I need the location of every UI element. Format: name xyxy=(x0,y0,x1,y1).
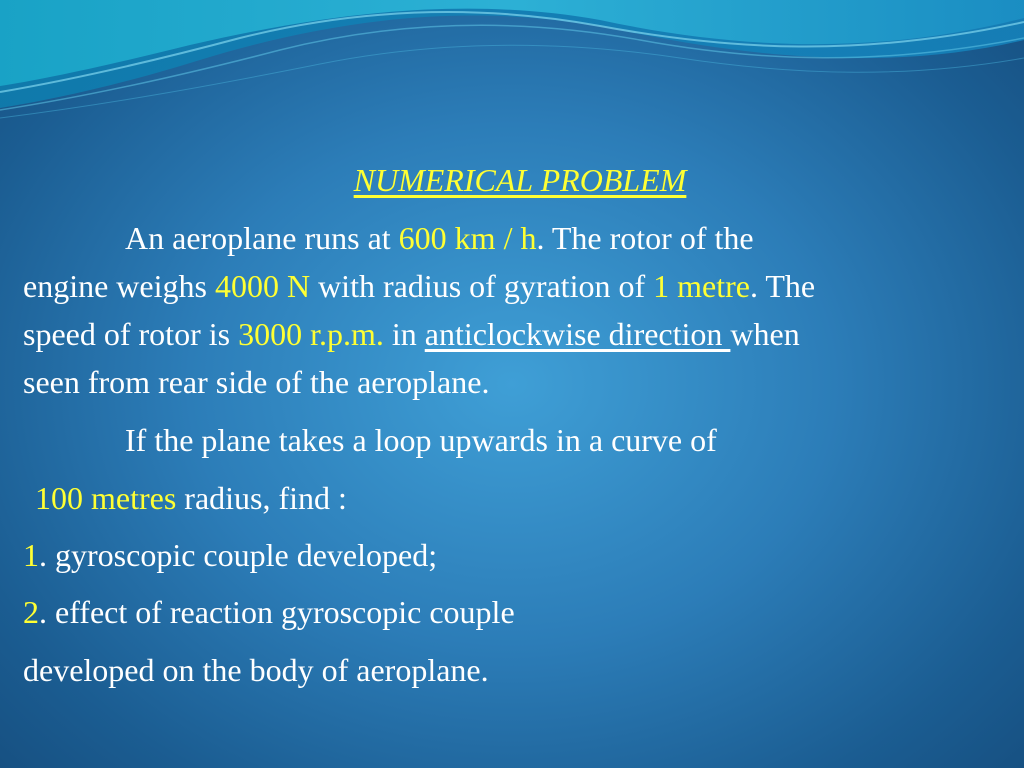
text-run: engine weighs xyxy=(23,268,215,304)
rpm-value: 3000 r.p.m. xyxy=(238,316,384,352)
text-run: . The rotor of the xyxy=(536,220,754,256)
direction-text: anticlockwise direction xyxy=(424,316,731,352)
list-number: 2 xyxy=(23,594,39,630)
text-run: . The xyxy=(749,268,816,304)
radius-value: 1 metre xyxy=(653,268,750,304)
final-line: developed on the body of aeroplane. xyxy=(23,652,489,688)
weight-value: 4000 N xyxy=(214,268,311,304)
text-run: speed of rotor is xyxy=(23,316,239,352)
speed-value: 600 km / h xyxy=(398,220,537,256)
list-item-2 xyxy=(23,592,515,632)
problem-line-2 xyxy=(23,266,815,306)
list-number: 1 xyxy=(23,537,39,573)
loop-line-2 xyxy=(35,478,347,518)
list-item-1 xyxy=(23,535,437,575)
curve-radius-value: 100 metres xyxy=(35,480,177,516)
list-text: . gyroscopic couple developed; xyxy=(39,537,438,573)
loop-line-1: If the plane takes a loop upwards in a curve of xyxy=(125,422,717,458)
problem-line-4: seen from rear side of the aeroplane. xyxy=(23,364,490,400)
list-text: . effect of reaction gyroscopic couple xyxy=(39,594,515,630)
problem-line-1 xyxy=(125,218,754,258)
text-run: with radius of gyration of xyxy=(310,268,654,304)
text-run: when xyxy=(730,316,800,352)
problem-line-3 xyxy=(23,314,800,354)
text-run: in xyxy=(383,316,425,352)
slide-title: NUMERICAL PROBLEM xyxy=(353,162,687,198)
text-run: radius, find : xyxy=(176,480,347,516)
text-run: An aeroplane runs at xyxy=(125,220,399,256)
